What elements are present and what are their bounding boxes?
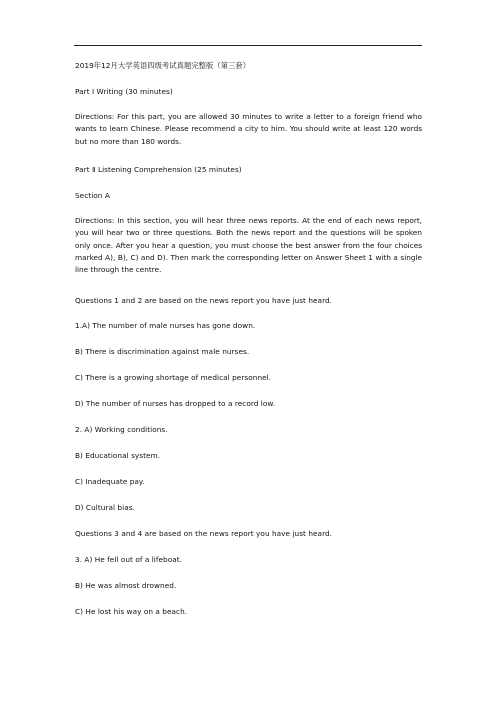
part1-directions: Directions: For this part, you are allowed 30 minutes to write a letter to a foreign friend who wants to learn Chinese. Please recommend a city to him. You should write at least 120 words but no more than 180 words.: [75, 112, 422, 146]
question-1-option-a: 1.A) The number of male nurses has gone down.: [75, 321, 256, 330]
header-rule: [74, 45, 422, 46]
questions-3-4-intro: Questions 3 and 4 are based on the news report you have just heard.: [75, 529, 333, 538]
question-1-option-d: D) The number of nurses has dropped to a record low.: [75, 399, 276, 408]
question-1-option-b: B) There is discrimination against male nurses.: [75, 347, 250, 356]
part2-heading: Part Ⅱ Listening Comprehension (25 minutes): [75, 165, 242, 174]
question-2-option-b: B) Educational system.: [75, 451, 161, 460]
questions-1-2-intro: Questions 1 and 2 are based on the news report you have just heard.: [75, 296, 333, 305]
question-3-option-c: C) He lost his way on a beach.: [75, 607, 188, 616]
part1-heading: Part Ⅰ Writing (30 minutes): [75, 87, 173, 96]
document-title: 2019年12月大学英语四级考试真题完整版（第三套）: [75, 61, 251, 70]
section-a-directions: Directions: In this section, you will hear three news reports. At the end of each news report, you will hear two or three questions. Both the news report and the questions will be spoken only once. After you hear a question, you must choose the best answer from the four choices marked A), B), C) and D). Then mark the corresponding letter on Answer Sheet 1 with a single line through the centre.: [75, 216, 422, 275]
question-2-option-d: D) Cultural bias.: [75, 503, 135, 512]
question-2-option-a: 2. A) Working conditions.: [75, 425, 168, 434]
question-3-option-a: 3. A) He fell out of a lifeboat.: [75, 555, 183, 564]
question-1-option-c: C) There is a growing shortage of medical personnel.: [75, 373, 272, 382]
section-a-heading: Section A: [75, 191, 110, 200]
question-2-option-c: C) Inadequate pay.: [75, 477, 145, 486]
question-3-option-b: B) He was almost drowned.: [75, 581, 177, 590]
